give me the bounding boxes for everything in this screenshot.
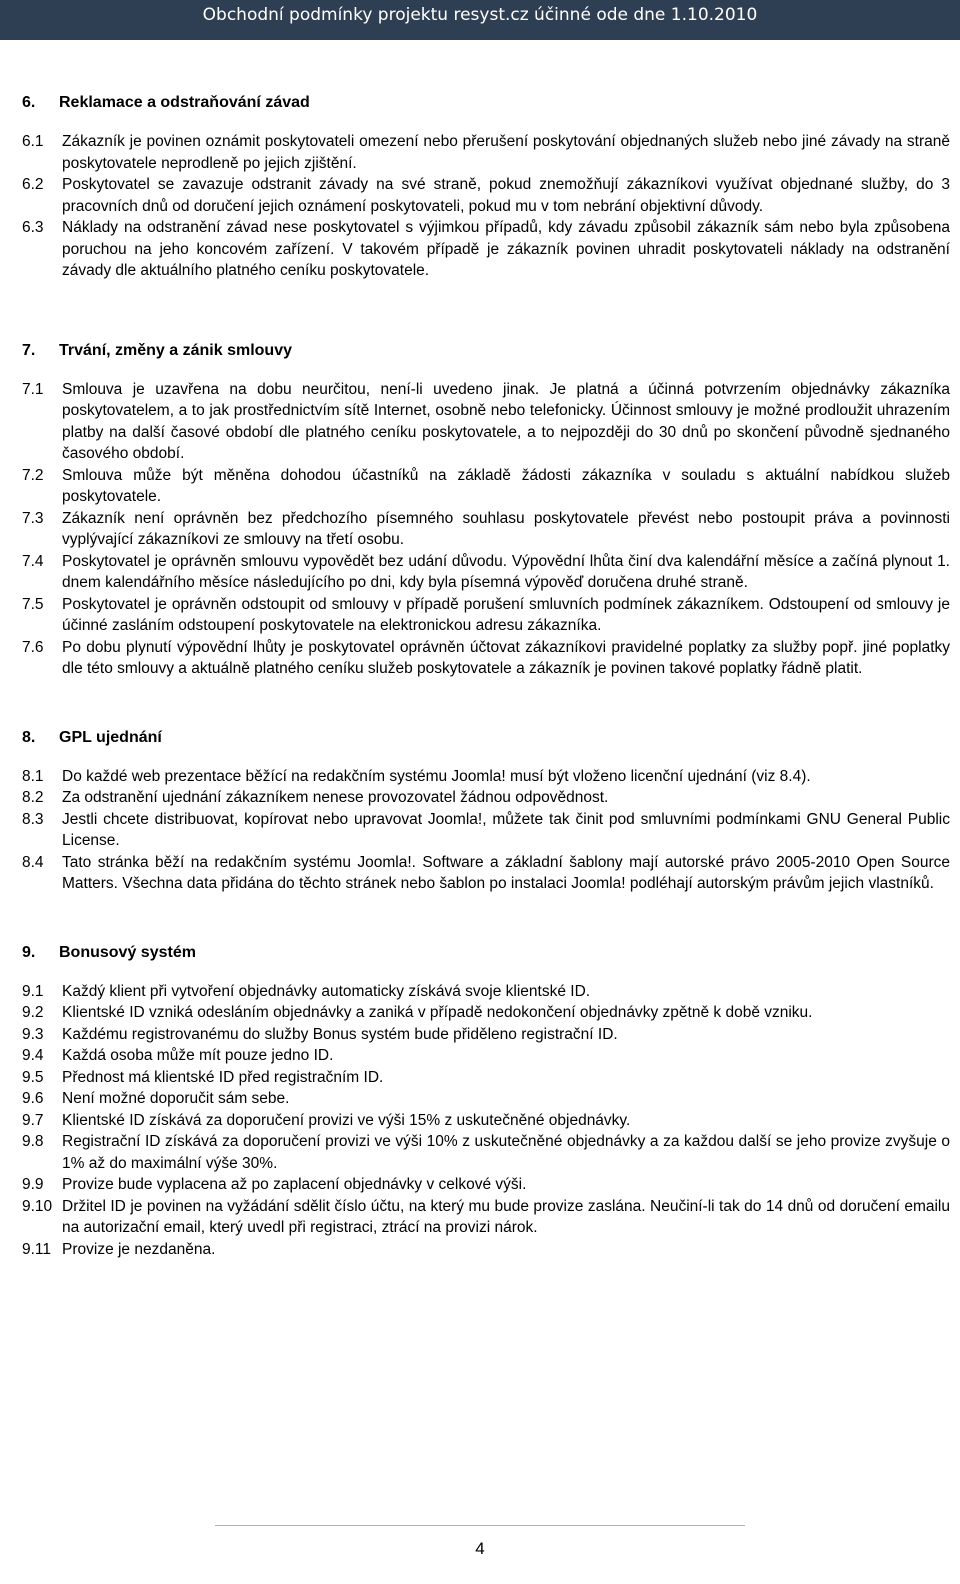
clause	[22, 174, 950, 217]
clause-text: Po dobu plynutí výpovědní lhůty je poskytovatel oprávněn účtovat zákazníkovi pravidelné poplatky za služby popř. jiné poplatky dle této smlouvy a aktuálně platného ceníku služeb poskytovatele a zákazník je povinen takové poplatky řádně platit.	[62, 638, 950, 677]
clause	[22, 508, 950, 551]
clause-number: 6.1	[22, 133, 44, 150]
clause-text: Klientské ID získává za doporučení provizi ve výši 15% z uskutečněné objednávky.	[62, 1111, 631, 1129]
clause-number: 6.3	[22, 219, 44, 236]
page-header	[0, 0, 960, 40]
clause-number: 7.1	[22, 380, 44, 398]
clause	[22, 1002, 950, 1024]
clause-number: 7.5	[22, 595, 44, 613]
clause-text: Za odstranění ujednání zákazníkem nenese provozovatel žádnou odpovědnost.	[62, 789, 609, 806]
clause-number: 6.2	[22, 176, 44, 193]
clause-number: 9.11	[22, 1240, 52, 1258]
clause-text: Poskytovatel je oprávněn smlouvu vypovědět bez udání důvodu. Výpovědní lhůta činí dva kalendářní měsíce a začíná plynout 1. dnem kalendářního měsíce následujícího po dni, kdy byla písemná výpověď doručena druhé straně.	[62, 552, 950, 591]
clause-number: 7.3	[22, 509, 44, 527]
clause-text: Zákazník je povinen oznámit poskytovateli omezení nebo přerušení poskytování objednaných služeb nebo jiné závady na straně poskytovatele neprodleně po jejich zjištění.	[62, 133, 950, 172]
clause-text: Do každé web prezentace běžící na redakčním systému Joomla! musí být vloženo licenční ujednání (viz 8.4).	[62, 767, 811, 785]
clause-number: 7.2	[22, 466, 44, 484]
clause-text: Klientské ID vzniká odesláním objednávky a zaniká v případě nedokončení objednávky zpětně k době vzniku.	[62, 1004, 813, 1021]
clause-number: 8.2	[22, 789, 44, 806]
clause	[22, 766, 950, 788]
clause	[22, 551, 950, 594]
clause-number: 9.6	[22, 1090, 44, 1107]
clause-text: Poskytovatel se zavazuje odstranit závady na své straně, pokud znemožňují zákazníkovi využívat objednané služby, do 3 pracovních dnů od doručení jejich oznámení poskytovateli, pokud mu v tom nebrání objektivní důvody.	[62, 176, 950, 215]
clause-number: 8.3	[22, 810, 44, 828]
clause-number: 9.9	[22, 1176, 44, 1193]
document-body	[22, 92, 950, 1260]
clause-text: Každému registrovanému do služby Bonus systém bude přiděleno registrační ID.	[62, 1025, 618, 1043]
clause-text: Poskytovatel je oprávněn odstoupit od smlouvy v případě porušení smluvních podmínek zákazníkem. Odstoupení od smlouvy je účinné zasláním odstoupení poskytovatele na elektronickou adresu zákazníka.	[62, 595, 950, 634]
clause-text: Smlouva může být měněna dohodou účastníků na základě žádosti zákazníka v souladu s aktuální nabídkou služeb poskytovatele.	[62, 466, 950, 505]
section-8	[22, 727, 950, 895]
section-title: Reklamace a odstraňování závad	[59, 94, 310, 111]
section-number: 7.	[22, 341, 36, 359]
clause	[22, 594, 950, 637]
clause-number: 8.4	[22, 853, 44, 871]
clause	[22, 637, 950, 680]
clause-text: Jestli chcete distribuovat, kopírovat nebo upravovat Joomla!, můžete tak činit pod smluvními podmínkami GNU General Public License.	[62, 810, 950, 849]
clause	[22, 787, 950, 809]
clause-text: Zákazník není oprávněn bez předchozího písemného souhlasu poskytovatele převést nebo postoupit práva a povinnosti vyplývající zákazníkovi ze smlouvy na třetí osobu.	[62, 509, 950, 548]
clause-number: 9.8	[22, 1133, 44, 1150]
section-heading	[22, 340, 950, 362]
clause-number: 9.4	[22, 1047, 44, 1064]
clause-number: 9.2	[22, 1004, 44, 1021]
clause	[22, 379, 950, 465]
section-title: Bonusový systém	[59, 943, 196, 961]
section-number: 6.	[22, 94, 36, 111]
clause-text: Držitel ID je povinen na vyžádání sdělit číslo účtu, na který mu bude provize zaslána. Neučiní-li tak do 14 dnů od doručení emailu na autorizační email, který uvedl při registraci, ztrácí na provizi nárok.	[62, 1197, 950, 1236]
section-number: 8.	[22, 728, 36, 746]
clause-number: 7.6	[22, 638, 44, 656]
clause	[22, 1045, 950, 1067]
clause	[22, 1239, 950, 1261]
section-heading	[22, 942, 950, 964]
clause	[22, 131, 950, 174]
section-heading	[22, 92, 950, 114]
clause-number: 9.5	[22, 1068, 44, 1086]
clause-text: Registrační ID získává za doporučení provizi ve výši 10% z uskutečněné objednávky a za každou další se jeho provize zvyšuje o 1% až do maximální výše 30%.	[62, 1133, 950, 1172]
clause-text: Tato stránka běží na redakčním systému Joomla!. Software a základní šablony mají autorské právo 2005-2010 Open Source Matters. Všechna data přidána do těchto stránek nebo šablon po instalaci Joomla! podléhají autorským právům jejich vlastníků.	[62, 853, 950, 892]
section-title: Trvání, změny a zánik smlouvy	[59, 341, 292, 359]
clause-number: 8.1	[22, 767, 44, 785]
clause-text: Provize je nezdaněna.	[62, 1240, 216, 1258]
clause-text: Každý klient při vytvoření objednávky automaticky získává svoje klientské ID.	[62, 982, 591, 1000]
clause	[22, 852, 950, 895]
clause-text: Náklady na odstranění závad nese poskytovatel s výjimkou případů, kdy závadu způsobil zákazník sám nebo byla způsobena poruchou na jeho koncovém zařízení. V takovém případě je zákazník povinen uhradit poskytovateli náklady na odstranění závady dle aktuálního platného ceníku poskytovatele.	[62, 219, 950, 279]
clause-text: Každá osoba může mít pouze jedno ID.	[62, 1047, 334, 1064]
clause-text: Provize bude vyplacena až po zaplacení objednávky v celkové výši.	[62, 1176, 527, 1193]
clause	[22, 1110, 950, 1132]
clause-number: 9.1	[22, 982, 44, 1000]
section-7	[22, 340, 950, 680]
clause-text: Přednost má klientské ID před registračním ID.	[62, 1068, 384, 1086]
clause	[22, 1131, 950, 1174]
header-text: Obchodní podmínky projektu resyst.cz účinné ode dne 1.10.2010	[202, 5, 758, 25]
clause	[22, 1024, 950, 1046]
clause	[22, 1174, 950, 1196]
clause-text: Smlouva je uzavřena na dobu neurčitou, není-li uvedeno jinak. Je platná a účinná potvrzením objednávky zákazníka poskytovatelem, a to jak prostřednictvím sítě Internet, osobně nebo telefonicky. Účinnost smlouvy je možné prodloužit uhrazením platby na další časové období dle platného ceníku poskytovatele, a to nejpozději do 30 dnů po skončení původně sjednaného časového období.	[62, 380, 950, 462]
footer-divider	[215, 1525, 745, 1526]
clause	[22, 981, 950, 1003]
clause-number: 9.3	[22, 1025, 44, 1043]
section-number: 9.	[22, 943, 36, 961]
clause	[22, 809, 950, 852]
page-number: 4	[475, 1539, 485, 1558]
clause-number: 9.10	[22, 1197, 53, 1215]
section-6	[22, 92, 950, 282]
clause-number: 7.4	[22, 552, 44, 570]
section-title: GPL ujednání	[59, 728, 162, 746]
clause-number: 9.7	[22, 1111, 44, 1129]
clause	[22, 1067, 950, 1089]
clause	[22, 465, 950, 508]
section-9	[22, 942, 950, 1261]
clause-text: Není možné doporučit sám sebe.	[62, 1090, 290, 1107]
clause	[22, 1196, 950, 1239]
clause	[22, 1088, 950, 1110]
clause	[22, 217, 950, 282]
section-heading	[22, 727, 950, 749]
